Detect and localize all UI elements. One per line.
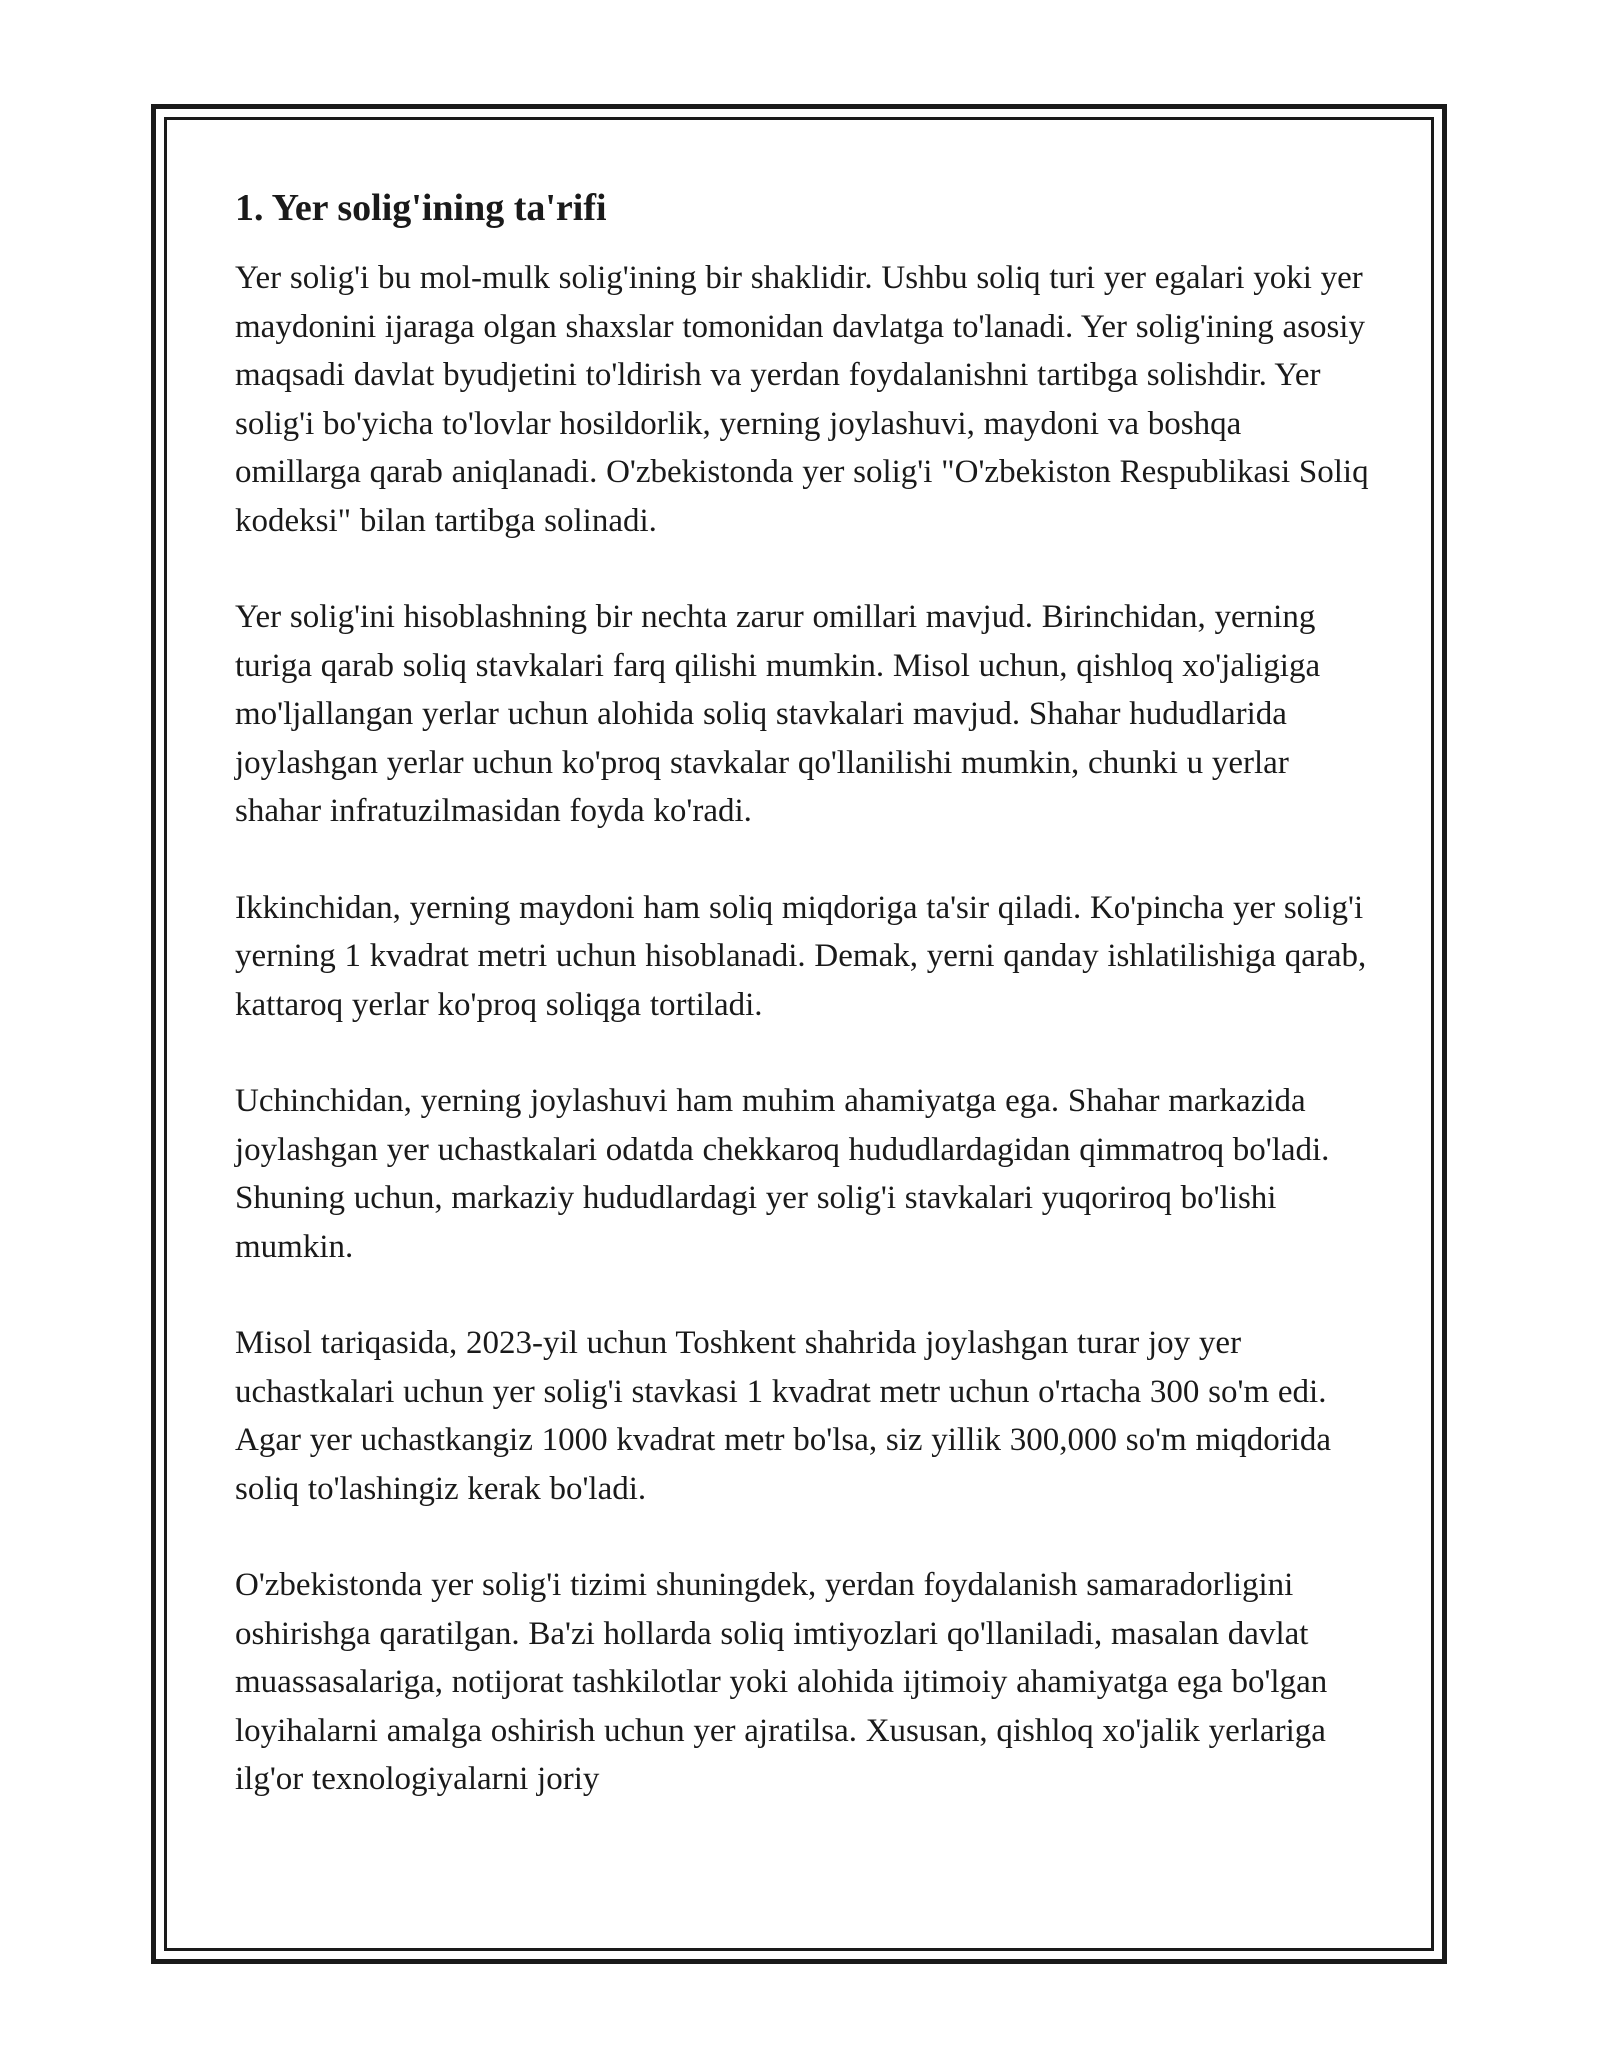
paragraph-efficiency: O'zbekistonda yer solig'i tizimi shuningdek, yerdan foydalanish samaradorligini oshirishga qaratilgan. Ba'zi hollarda soliq imtiyozlari qo'llaniladi, masalan davlat muassasalariga, notijorat tashkilotlar yoki alohida ijtimoiy ahamiyatga ega bo'lgan loyihalarni amalga oshirish uchun yer ajratilsa. Xususan, qishloq xo'jalik yerlariga ilg'or texnologiyalarni joriy bbox=[235, 1567, 1328, 1797]
paragraph-example: Misol tariqasida, 2023-yil uchun Toshkent shahrida joylashgan turar joy yer uchastkalari uchun yer solig'i stavkasi 1 kvadrat metr uchun o'rtacha 300 so'm edi. Agar yer uchastkangiz 1000 kvadrat metr bo'lsa, siz yillik 300,000 so'm miqdorida soliq to'lashingiz kerak bo'ladi. bbox=[235, 1325, 1332, 1507]
paragraph-location: Uchinchidan, yerning joylashuvi ham muhim ahamiyatga ega. Shahar markazida joylashgan yer uchastkalari odatda chekkaroq hududlardagidan qimmatroq bo'ladi. Shuning uchun, markaziy hududlardagi yer solig'i stavkalari yuqoriroq bo'lishi mumkin. bbox=[235, 1083, 1330, 1265]
page-border-outer bbox=[151, 104, 1447, 1964]
paragraph-definition: Yer solig'i bu mol-mulk solig'ining bir shaklidir. Ushbu soliq turi yer egalari yoki yer maydonini ijaraga olgan shaxslar tomonidan davlatga to'lanadi. Yer solig'ining asosiy maqsadi davlat byudjetini to'ldirish va yerdan foydalanishni tartibga solishdir. Yer solig'i bo'yicha to'lovlar hosildorlik, yerning joylashuvi, maydoni va boshqa omillarga qarab aniqlanadi. O'zbekistonda yer solig'i "O'zbekiston Respublikasi Soliq kodeksi" bilan tartibga solinadi. bbox=[235, 260, 1369, 539]
paragraph-factors: Yer solig'ini hisoblashning bir nechta zarur omillari mavjud. Birinchidan, yerning turiga qarab soliq stavkalari farq qilishi mumkin. Misol uchun, qishloq xo'jaligiga mo'ljallangan yerlar uchun alohida soliq stavkalari mavjud. Shahar hududlarida joylashgan yerlar uchun ko'proq stavkalar qo'llanilishi mumkin, chunki u yerlar shahar infratuzilmasidan foyda ko'radi. bbox=[235, 599, 1321, 829]
document-body bbox=[235, 184, 1375, 1804]
page-border-inner bbox=[164, 117, 1434, 1951]
paragraph-area: Ikkinchidan, yerning maydoni ham soliq miqdoriga ta'sir qiladi. Ko'pincha yer solig'i yerning 1 kvadrat metri uchun hisoblanadi. Demak, yerni qanday ishlatilishiga qarab, kattaroq yerlar ko'proq soliqga tortiladi. bbox=[235, 889, 1367, 1023]
section-heading: 1. Yer solig'ining ta'rifi bbox=[235, 187, 607, 229]
